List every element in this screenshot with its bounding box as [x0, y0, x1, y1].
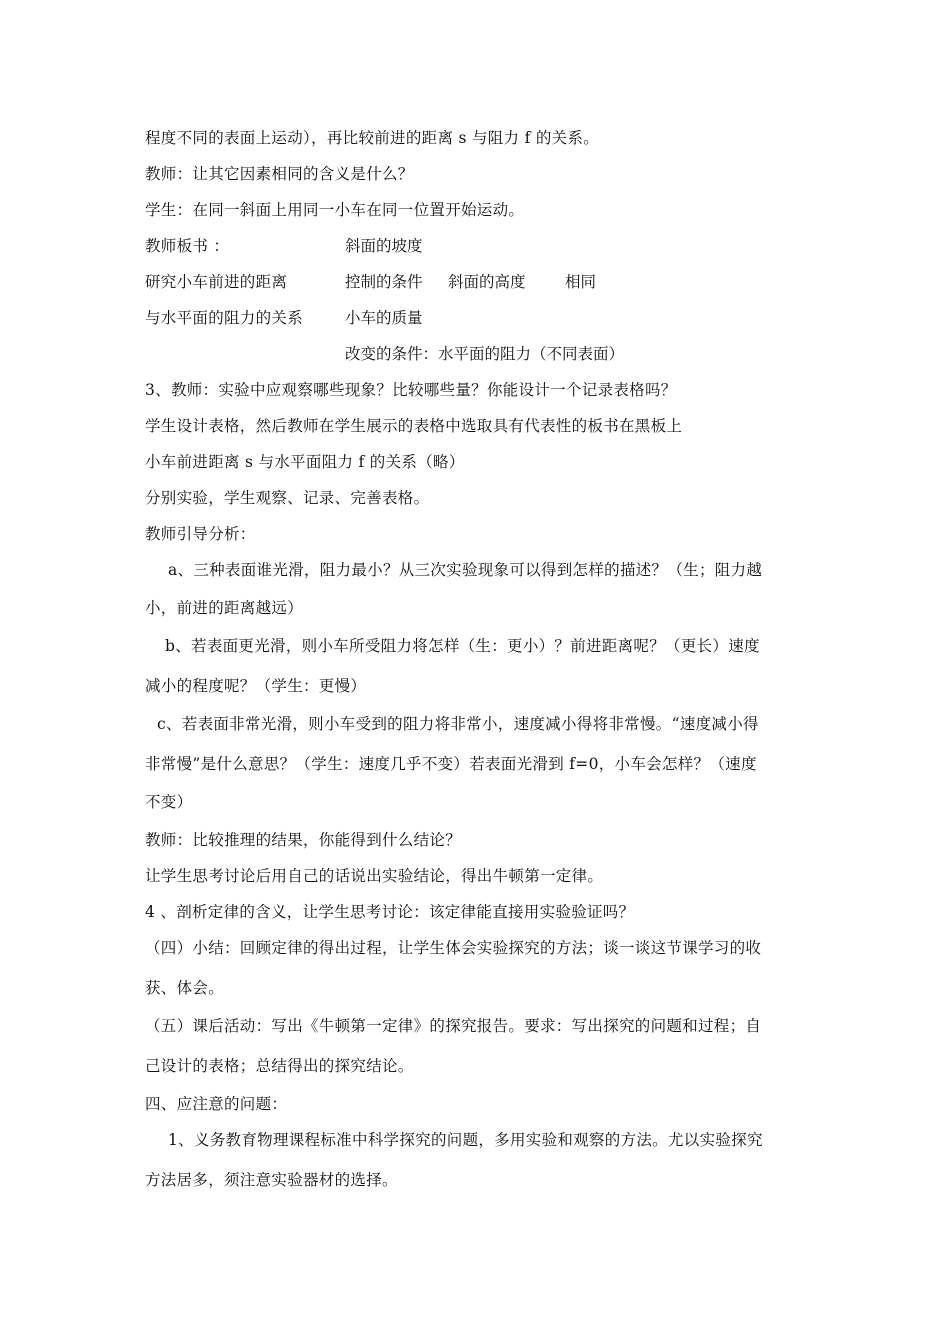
paragraph-line: 方法居多，须注意实验器材的选择。: [145, 1171, 398, 1189]
paragraph-line: 让学生思考讨论后用自己的话说出实验结论，得出牛顿第一定律。: [145, 867, 604, 885]
paragraph-line: 四、应注意的问题：: [145, 1095, 288, 1113]
paragraph-line: 学生设计表格，然后教师在学生展示的表格中选取具有代表性的板书在黑板上: [145, 417, 683, 435]
paragraph-line: 1、义务教育物理课程标准中科学探究的问题，多用实验和观察的方法。尤以实验探究: [168, 1131, 763, 1149]
paragraph-line: 获、体会。: [145, 979, 225, 997]
paragraph-line: 小车前进距离 s 与水平面阻力 f 的关系（略）: [145, 453, 465, 471]
paragraph-line: c、若表面非常光滑，则小车受到的阻力将非常小，速度减小得将非常慢。“速度减小得: [157, 715, 759, 733]
paragraph-line: 程度不同的表面上运动），再比较前进的距离 s 与阻力 f 的关系。: [145, 129, 600, 147]
board-height: 斜面的高度: [448, 273, 526, 291]
paragraph-line: 己设计的表格；总结得出的探究结论。: [145, 1057, 414, 1075]
board-label: 教师板书 ：: [145, 237, 230, 255]
paragraph-line: 分别实验，学生观察、记录、完善表格。: [145, 489, 430, 507]
board-slope: 斜面的坡度: [345, 237, 423, 255]
board-left-1: 研究小车前进的距离: [145, 273, 288, 291]
paragraph-line: b、若表面更光滑，则小车所受阻力将怎样（生：更小）？前进距离呢？（更长）速度: [165, 637, 760, 655]
paragraph-line: （四）小结：回顾定律的得出过程，让学生体会实验探究的方法；谈一谈这节课学习的收: [145, 939, 762, 957]
board-controlled: 控制的条件: [345, 273, 423, 291]
board-mass: 小车的质量: [345, 309, 423, 327]
paragraph-line: （五）课后活动：写出《牛顿第一定律》的探究报告。要求：写出探究的问题和过程；自: [145, 1017, 762, 1035]
paragraph-line: 教师引导分析：: [145, 525, 256, 543]
paragraph-line: 不变）: [145, 793, 193, 811]
paragraph-line: a、三种表面谁光滑，阻力最小？从三次实验现象可以得到怎样的描述？（生；阻力越: [168, 561, 763, 579]
paragraph-line: 3、教师：实验中应观察哪些现象？比较哪些量？你能设计一个记录表格吗？: [145, 381, 677, 399]
paragraph-line: 减小的程度呢？（学生：更慢）: [145, 677, 367, 695]
paragraph-line: 4 、剖析定律的含义，让学生思考讨论：该定律能直接用实验验证吗？: [145, 903, 635, 921]
board-left-2: 与水平面的阻力的关系: [145, 309, 304, 327]
paragraph-line: 非常慢”是什么意思？（学生：速度几乎不变）若表面光滑到 f=0，小车会怎样？（速度: [145, 755, 757, 773]
paragraph-line: 教师：让其它因素相同的含义是什么？: [145, 165, 414, 183]
board-same: 相同: [565, 273, 597, 291]
paragraph-line: 教师：比较推理的结果，你能得到什么结论？: [145, 831, 462, 849]
paragraph-line: 小，前进的距离越远）: [145, 599, 304, 617]
board-changed: 改变的条件：水平面的阻力（不同表面）: [345, 345, 625, 363]
paragraph-line: 学生：在同一斜面上用同一小车在同一位置开始运动。: [145, 201, 525, 219]
